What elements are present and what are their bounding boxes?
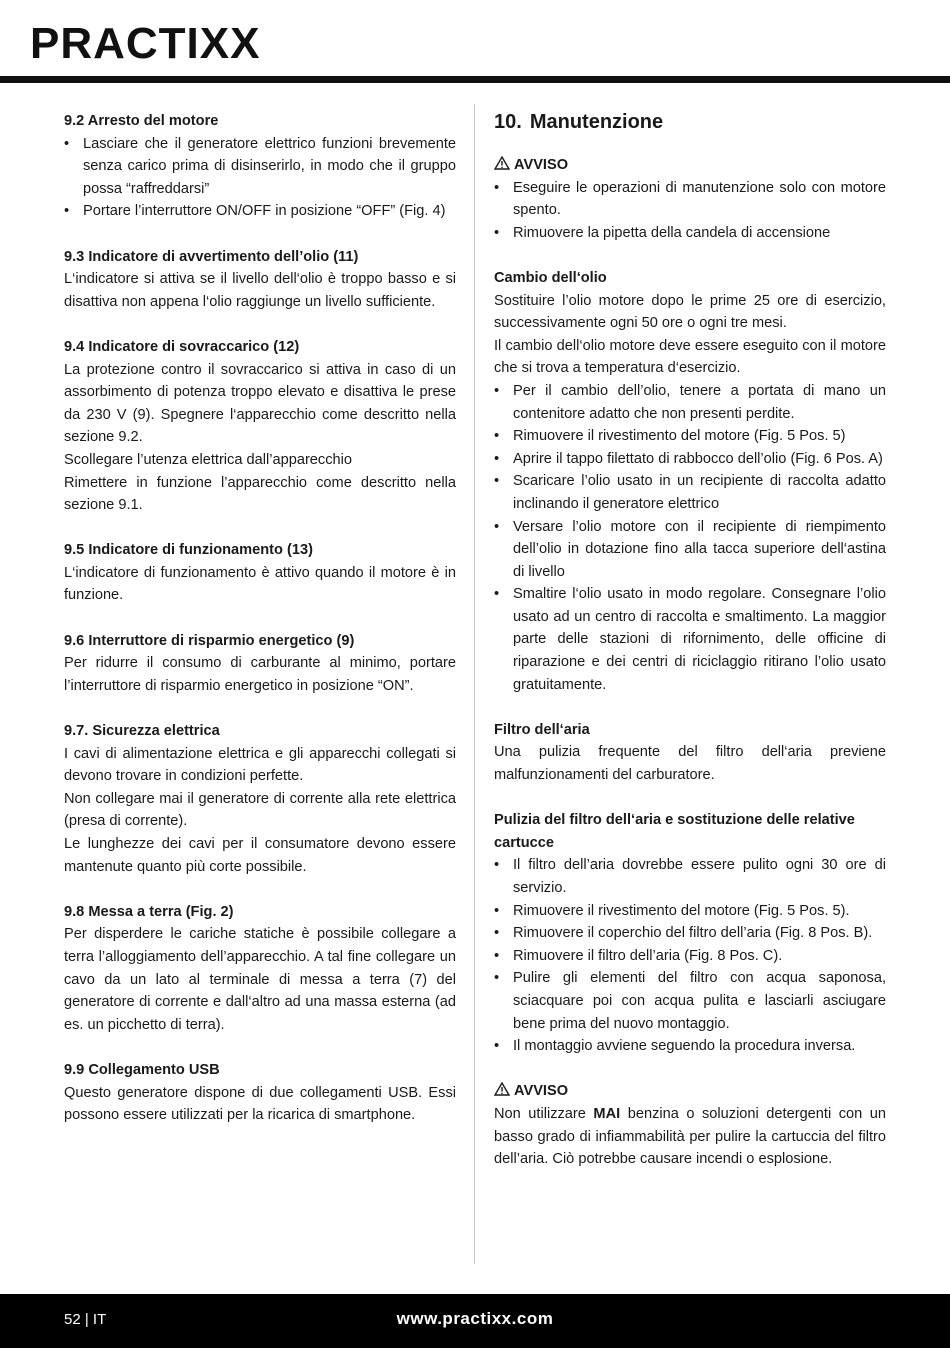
- website-link[interactable]: www.practixx.com: [396, 1309, 554, 1328]
- paragraph: L‘indicatore si attiva se il livello dell‘olio è troppo basso e si disattiva non appena l‘olio raggiunge un livello sufficiente.: [64, 271, 456, 310]
- paragraph: L‘indicatore di funzionamento è attivo quando il motore è in funzione.: [64, 564, 456, 604]
- list-item: • Portare l’interruttore ON/OFF in posizione “OFF” (Fig. 4): [64, 200, 456, 223]
- warning-block-2: [494, 1080, 886, 1170]
- section-title: Filtro dell‘aria: [494, 721, 590, 738]
- warning-text: Non utilizzare MAI benzina o soluzioni detergenti con un basso grado di infiammabilità per pulire la cartuccia del filtro dell’aria. Ciò potrebbe causare incendi o esplosione.: [494, 1105, 887, 1168]
- chapter-title: Manutenzione: [529, 111, 664, 133]
- section-title: 9.9 Collegamento USB: [64, 1061, 220, 1078]
- warning-list: [494, 177, 886, 245]
- list-item: • Smaltire l‘olio usato in modo regolare. Consegnare l’olio usato ad un centro di raccolta e smaltimento. La maggior parte delle stazioni di rifornimento, delle officine di riparazione e dei centri di riciclaggio ritirano l’olio usato gratuitamente.: [494, 583, 886, 696]
- section-title: Cambio dell‘olio: [494, 269, 607, 286]
- section-title: Pulizia del filtro dell‘aria e sostituzione delle relative cartucce: [494, 812, 855, 851]
- paragraph: Per disperdere le cariche statiche è possibile collegare a terra l’alloggiamento dell’apparecchio. A tal fine collegare un cavo da un lato al terminale di messa a terra (7) del generatore di corrente e dall‘altro ad una massa esterna (ad es. un picchetto di terra).: [64, 926, 456, 1033]
- header-rule: [0, 76, 950, 83]
- chapter-number: 10.: [494, 111, 522, 133]
- section: [494, 809, 886, 1058]
- section-title: 9.3 Indicatore di avvertimento dell’olio (11): [64, 248, 359, 265]
- section: [64, 539, 456, 607]
- section: [64, 901, 456, 1037]
- list-item: • Per il cambio dell’olio, tenere a portata di mano un contenitore adatto che non presenti perdite.: [494, 380, 886, 425]
- paragraph: Sostituire l’olio motore dopo le prime 25 ore di esercizio, successivamente ogni 50 ore o ogni tre mesi.: [494, 292, 886, 332]
- section-title: 9.4 Indicatore di sovraccarico (12): [64, 338, 300, 355]
- paragraph: Una pulizia frequente del filtro dell‘aria previene malfunzionamenti del carburatore.: [494, 744, 886, 784]
- svg-text:PRACTIXX: PRACTIXX: [30, 19, 261, 68]
- section-title: 9.6 Interruttore di risparmio energetico (9): [64, 632, 355, 649]
- list-item: • Eseguire le operazioni di manutenzione solo con motore spento.: [494, 177, 886, 222]
- list-item: • Rimuovere il rivestimento del motore (Fig. 5 Pos. 5): [494, 425, 886, 448]
- list-item: • Il filtro dell’aria dovrebbe essere pulito ogni 30 ore di servizio.: [494, 854, 886, 899]
- section: [64, 1059, 456, 1127]
- paragraph: Rimettere in funzione l’apparecchio come descritto nella sezione 9.1.: [64, 474, 456, 514]
- section-title: 9.5 Indicatore di funzionamento (13): [64, 542, 313, 559]
- list-item: • Lasciare che il generatore elettrico funzioni brevemente senza carico prima di disinserirlo, in modo che il gruppo possa “raffreddarsi”: [64, 133, 456, 201]
- section: [64, 110, 456, 223]
- warning-title: AVVISO: [494, 154, 886, 177]
- brand-logo: [30, 10, 330, 76]
- section: [494, 267, 886, 696]
- warning-triangle-icon: [494, 156, 510, 170]
- paragraph: I cavi di alimentazione elettrica e gli apparecchi collegati si devono trovare in condizioni perfette.: [64, 745, 456, 785]
- section-title: 9.7. Sicurezza elettrica: [64, 723, 220, 740]
- page-footer: [0, 1294, 950, 1348]
- section: [64, 246, 456, 314]
- list-item: • Versare l’olio motore con il recipiente di riempimento dell’olio in dotazione fino alla tacca superiore dell‘astina di livello: [494, 516, 886, 584]
- list-item: • Scaricare l’olio usato in un recipiente di raccolta adatto inclinando il generatore elettrico: [494, 470, 886, 515]
- bullet-list: [64, 133, 456, 223]
- list-item: • Rimuovere il filtro dell’aria (Fig. 8 Pos. C).: [494, 945, 886, 968]
- paragraph: Scollegare l’utenza elettrica dall’apparecchio: [64, 451, 352, 468]
- warning-triangle-icon: [494, 1082, 510, 1096]
- section-title: 9.8 Messa a terra (Fig. 2): [64, 903, 234, 920]
- paragraph: Questo generatore dispone di due collegamenti USB. Essi possono essere utilizzati per la ricarica di smartphone.: [64, 1084, 456, 1124]
- warning-block-1: [494, 154, 886, 244]
- chapter-heading: [494, 110, 886, 134]
- paragraph: La protezione contro il sovraccarico si attiva in caso di un assorbimento di potenza troppo elevato e disattiva le prese da 230 V (9). Spegnere l‘apparecchio come descritto nella sezione 9.2.: [64, 361, 456, 446]
- left-column: [64, 110, 456, 1149]
- column-divider: [474, 104, 475, 1264]
- section: [494, 719, 886, 787]
- warning-title: AVVISO: [494, 1080, 886, 1103]
- list-item: • Rimuovere la pipetta della candela di accensione: [494, 222, 886, 245]
- paragraph: Il cambio dell‘olio motore deve essere eseguito con il motore che si trova a temperatura d‘esercizio.: [494, 337, 886, 377]
- list-item: • Aprire il tappo filettato di rabbocco dell’olio (Fig. 6 Pos. A): [494, 448, 886, 471]
- list-item: • Pulire gli elementi del filtro con acqua saponosa, sciacquare poi con acqua pulita e lasciarli asciugare bene prima del nuovo montaggio.: [494, 967, 886, 1035]
- section: [64, 336, 456, 517]
- paragraph: Non collegare mai il generatore di corrente alla rete elettrica (presa di corrente).: [64, 790, 456, 830]
- section: [64, 630, 456, 698]
- paragraph: Le lunghezze dei cavi per il consumatore devono essere mantenute quanto più corte possibile.: [64, 836, 456, 875]
- list-item: • Il montaggio avviene seguendo la procedura inversa.: [494, 1035, 886, 1058]
- section: [64, 720, 456, 878]
- list-item: • Rimuovere il rivestimento del motore (Fig. 5 Pos. 5).: [494, 900, 886, 923]
- right-column: [494, 110, 886, 1193]
- paragraph: Per ridurre il consumo di carburante al minimo, portare l’interruttore di risparmio energetico in posizione “ON”.: [64, 655, 456, 694]
- section-title: 9.2 Arresto del motore: [64, 113, 219, 129]
- list-item: • Rimuovere il coperchio del filtro dell’aria (Fig. 8 Pos. B).: [494, 922, 886, 945]
- page-header: [0, 0, 950, 84]
- page-number: 52 | IT: [64, 1311, 107, 1328]
- bullet-list: [494, 380, 886, 696]
- bullet-list: [494, 854, 886, 1057]
